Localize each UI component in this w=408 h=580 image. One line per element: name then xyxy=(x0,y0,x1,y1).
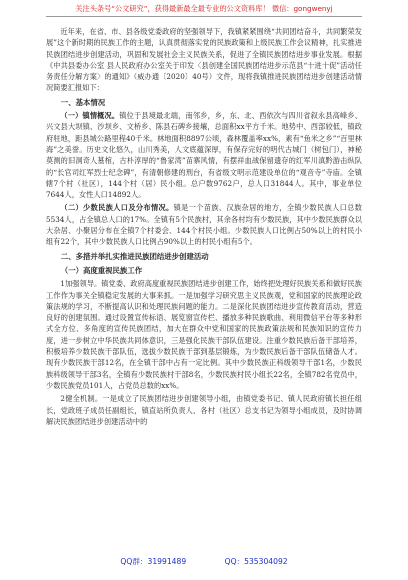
mechanism-paragraph: 2健全机制。一是成立了民族团结进步创建领导小组，由镇党委书记、镇人民政府镇长担任组长，党政班子成员任副组长，镇直站所负责人、各村（社区）总支书记为领导小组成员，及时协调解决民族团结进步创建活动中的 xyxy=(46,394,362,426)
town-overview-lead: （一）镇情概况。 xyxy=(60,111,120,121)
footer-qq-group: QQ群：31991489 xyxy=(120,557,187,566)
minority-population-paragraph xyxy=(46,202,362,247)
document-body xyxy=(46,26,362,427)
footer-contact xyxy=(0,556,408,567)
header-divider xyxy=(46,16,362,17)
section-heading-basic-info: 一、基本情况 xyxy=(60,97,106,107)
footer-qq: QQ：535304092 xyxy=(224,557,288,566)
intro-paragraph: 近年来，在省、市、县各级党委政府的坚强领导下，我镇紧紧围绕“共同团结奋斗，共同繁荣发展”这个新时期的民族工作的主题，认真贯彻落实党的民族政策和上级民族工作会议精神，扎实推进民族团结进步创建活动，巩固和发展社会主义民族关系，促进了全镇民族团结进步事业发展。根据《中共县委办公室 县人民政府办公室关于印发〈县创建全国民族团结进步示范县“十进十促”活动任务责任分解方案〉的通知》（威办通〔2020〕40号）文件，现将我镇推进民族团结进步创建活动情况简要汇报如下： xyxy=(46,27,362,93)
town-overview-text: 镇位于县境最北端，南邻乡，乡，东、北、西依次与四川省叙永县高峰乡、兴文县大坝镇、沙坝乡、文桥乡、陈县石碑乡接壤，总面积xx平方千米。地势中、西部较低，镇政府驻地，距县城公路里程40千米。林地面积8897公顷，森林覆盖率xx%，素有“鱼米之乡”“百里林海”之美誉。历史文化悠久，山川秀美，人文底蕴深厚，有保存完好的明代古城门（树包门），神秘莫测的旧洞奇人墓棺，古朴淳厚的“鲁家湾”苗寨风情，有摆祥血战保留遗存的红军川滇黔游击纵队的“长官司红军烈士纪念碑”，有清朝修建的刑台，有省级文明示范建设单位的“观音寺”寺庙。全镇辖7个村（社区），144个村（居）民小组。总户数9762户，总人口31844人。其中，事业单位7644人，女性人口14892人。 xyxy=(46,111,362,200)
minority-population-text: 镇是一个苗族、汉族杂居的地方，全镇少数民族人口总数5534人，占全镇总人口的17%。全镇有5个民族村，其余各村均有少数民族，其中少数民族群众以大杂居、小聚居分布在全镇7个村委会、144个村民小组。少数民族人口比例占50%以上的村民小组有22个，其中少数民族人口比例占90%以上的村民小组有5个。 xyxy=(46,203,362,247)
leadership-paragraph: 1加强领导。镇党委、政府高度重视民族团结进步创建工作，始终把处理好民族关系和做好民族工作作为事关全镇稳定发展的大事来抓。一是加强学习研究思主义民族观，党和国家的民族理论政策法规的学习，不断提高认识和处理民族问题的能力。二是深化民族团结进步宣传教育活动，营造良好的创建氛围。通过设置宣传标语、展览窗宣传栏、播放多种民族歌曲、利用微信平台等多种形式全方位、多角度的宣传民族团结，加大在群众中党和国家的民族政策法规和民族知识的宣传力度，进一步树立中华民族共同体意识，三是强化民族干部队伍建设。注重少数民族后备干部培养，积极培养少数民族干部队伍，选拔少数民族干部到基层锻炼，为少数民族后备干部队伍储备人才。现有少数民族干部12名，在全镇干部中占有一定比例。其中少数民族正科级领导干部1名，少数民族科级领导干部3名，全镇有少数民族村干部8名，少数民族村民小组长22名，全镇782名党员中，少数民族党员101人，占党员总数的xx%。 xyxy=(46,279,362,390)
header-banner: 关注头条号“公文研究”，获得最新最全最专业的公文资料库！ 微信：gongwenyj xyxy=(75,4,333,13)
section-heading-measures: 二、多措并举扎实推进民族团结进步创建活动 xyxy=(60,251,209,261)
minority-population-lead: （二）少数民族人口及分布情况。 xyxy=(60,203,174,213)
town-overview-paragraph xyxy=(46,110,362,200)
subsection-heading-attention: （一）高度重视民族工作 xyxy=(60,265,143,275)
